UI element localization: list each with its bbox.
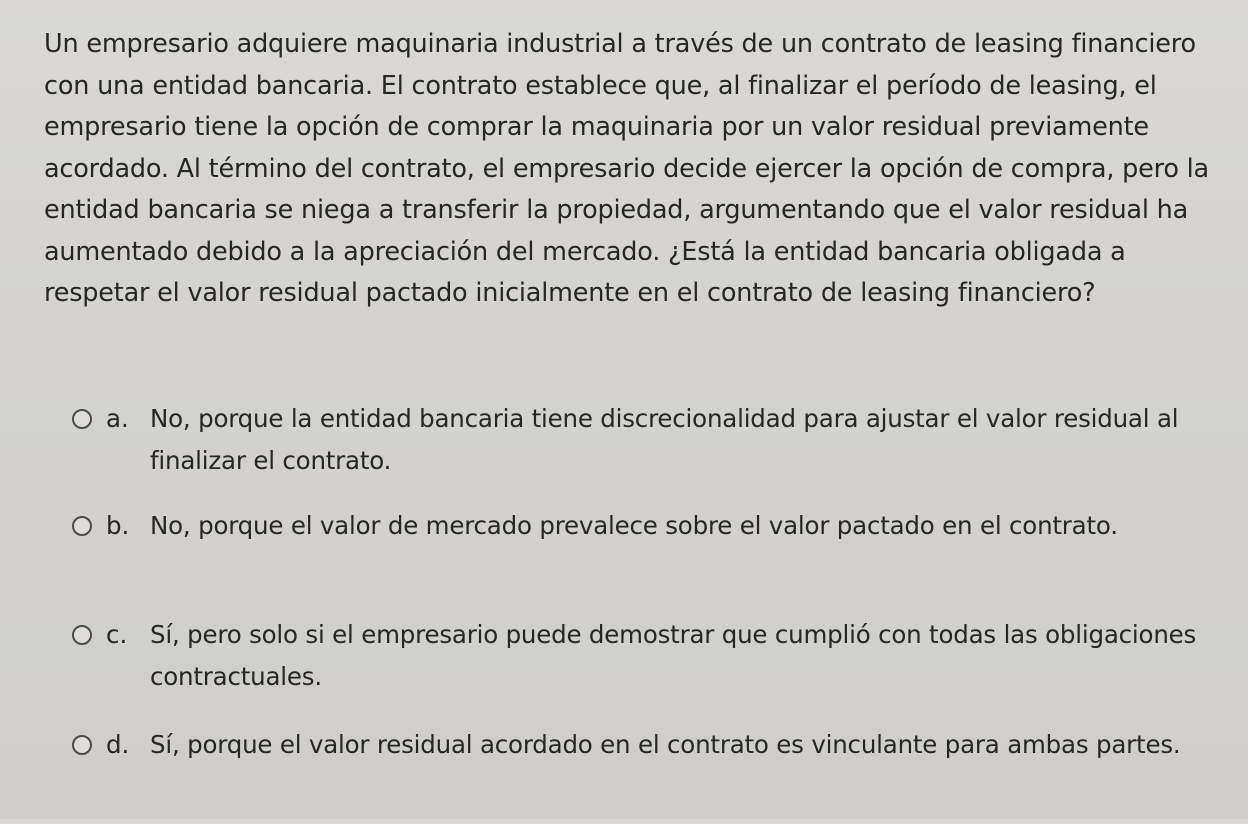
option-a-letter: a. <box>106 404 129 433</box>
option-b-letter: b. <box>106 511 130 540</box>
option-d-text: Sí, porque el valor residual acordado en el contrato es vinculante para ambas partes. <box>150 730 1181 759</box>
radio-button-d[interactable] <box>72 735 92 755</box>
option-a-text: No, porque la entidad bancaria tiene discrecionalidad para ajustar el valor residual al finalizar el contrato. <box>150 404 1179 475</box>
question-text: Un empresario adquiere maquinaria industrial a través de un contrato de leasing financiero con una entidad bancaria. El contrato establece que, al finalizar el período de leasing, el empresario tiene la opción de comprar la maquinaria por un valor residual previamente acordado. Al término del contrato, el empresario decide ejercer la opción de compra, pero la entidad bancaria se niega a transferir la propiedad, argumentando que el valor residual ha aumentado debido a la apreciación del mercado. ¿Está la entidad bancaria obligada a respetar el valor residual pactado inicialmente en el contrato de leasing financiero? <box>44 29 1209 308</box>
option-a[interactable] <box>72 398 1237 505</box>
option-b-text: No, porque el valor de mercado prevalece sobre el valor pactado en el contrato. <box>150 511 1118 540</box>
radio-button-c[interactable] <box>72 625 92 645</box>
option-d[interactable] <box>72 724 1237 824</box>
option-c[interactable] <box>72 614 1237 724</box>
option-c-letter: c. <box>106 620 128 649</box>
radio-button-b[interactable] <box>72 516 92 536</box>
radio-button-a[interactable] <box>72 409 92 429</box>
option-c-text: Sí, pero solo si el empresario puede demostrar que cumplió con todas las obligaciones contractuales. <box>150 620 1197 691</box>
answer-options <box>72 398 1237 824</box>
option-b[interactable] <box>72 505 1237 614</box>
option-d-letter: d. <box>106 730 130 759</box>
